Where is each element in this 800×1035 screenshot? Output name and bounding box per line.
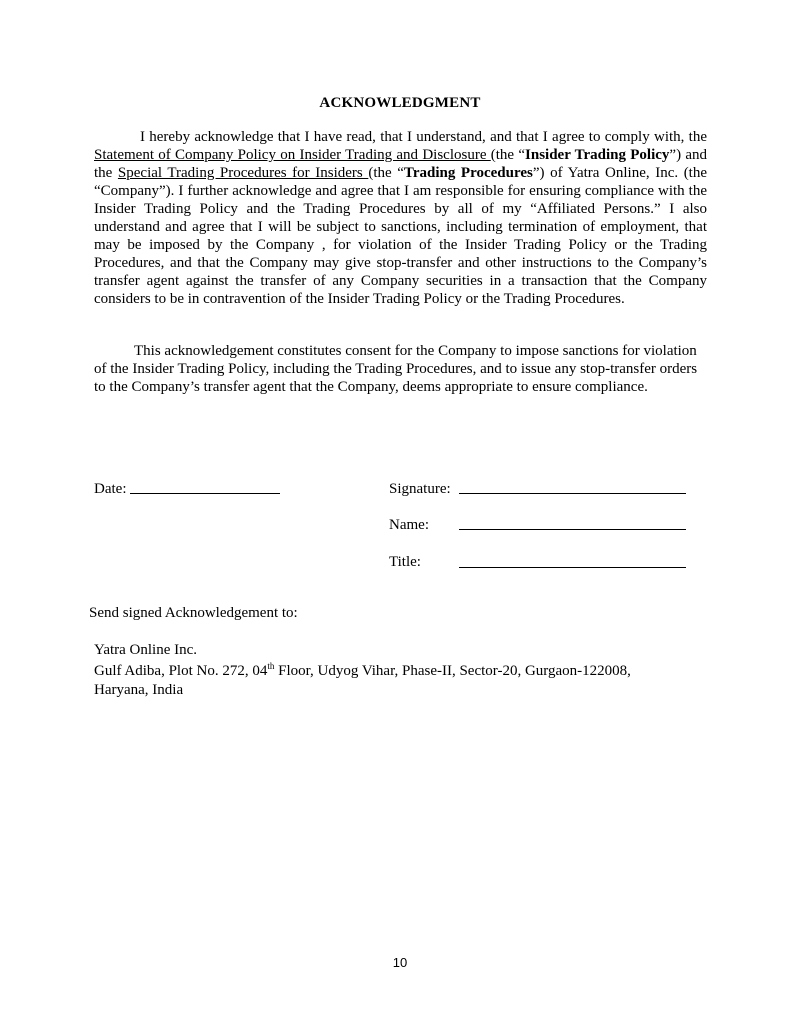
name-label: Name: [389,517,429,533]
address-line-1b: Floor, Udyog Vihar, Phase-II, Sector-20, Gurgaon-122008, [274,663,631,679]
address-line-2: Haryana, India [94,682,184,698]
consent-paragraph: This acknowledgement constitutes consent for the Company to impose sanctions for violation of the Insider Trading Policy, including the Trading Procedures, and to issue any stop-transfer orders to the Company’s transfer agent that the Company, deems appropriate to ensure compliance. [94,343,698,395]
title-field[interactable] [459,567,686,568]
signature-label: Signature: [389,481,451,497]
address-line-1 [94,662,631,681]
para1-text-2: (the “ [490,147,526,163]
para1-text-1: I hereby acknowledge that I have read, that I understand, and that I agree to comply with, the [140,129,707,145]
address-line-1a: Gulf Adiba, Plot No. 272, 04 [94,663,268,679]
date-label: Date: [94,481,127,497]
trading-procedures-title: Special Trading Procedures for Insiders [117,165,369,181]
date-field[interactable] [130,493,280,494]
address-company: Yatra Online Inc. [94,642,198,658]
page-number: 10 [392,955,408,970]
name-field[interactable] [459,529,686,530]
send-to-label: Send signed Acknowledgement to: [89,605,298,621]
ordinal-suffix: th [267,661,275,671]
para1-text-3: ”) and the [94,147,708,181]
para1-text-4: (the “ [368,165,404,181]
signature-field[interactable] [459,493,686,494]
title-label: Title: [389,554,421,570]
para1-text-5: ”) of Yatra Online, Inc. (the “Company”). I further acknowledge and agree that I am responsible for ensuring compliance with the Insider Trading Policy and the Trading Procedures by all of my “Affiliated Persons.” I also understand and agree that I will be subject to sanctions, including termination of employment, that may be imposed by the Company , for violation of the Insider Trading Policy or the Trading Procedures, and that the Company may give stop-transfer and other instructions to the Company’s transfer agent against the transfer of any Company securities in a transaction that the Company considers to be in contravention of the Insider Trading Policy or the Trading Procedures. [94,165,708,307]
acknowledgment-paragraph [94,128,707,308]
policy-statement-title: Statement of Company Policy on Insider Trading and Disclosure [94,147,491,163]
page-title: ACKNOWLEDGMENT [319,95,481,111]
trading-procedures-term: Trading Procedures [403,165,533,181]
insider-trading-policy-term: Insider Trading Policy [525,147,670,163]
